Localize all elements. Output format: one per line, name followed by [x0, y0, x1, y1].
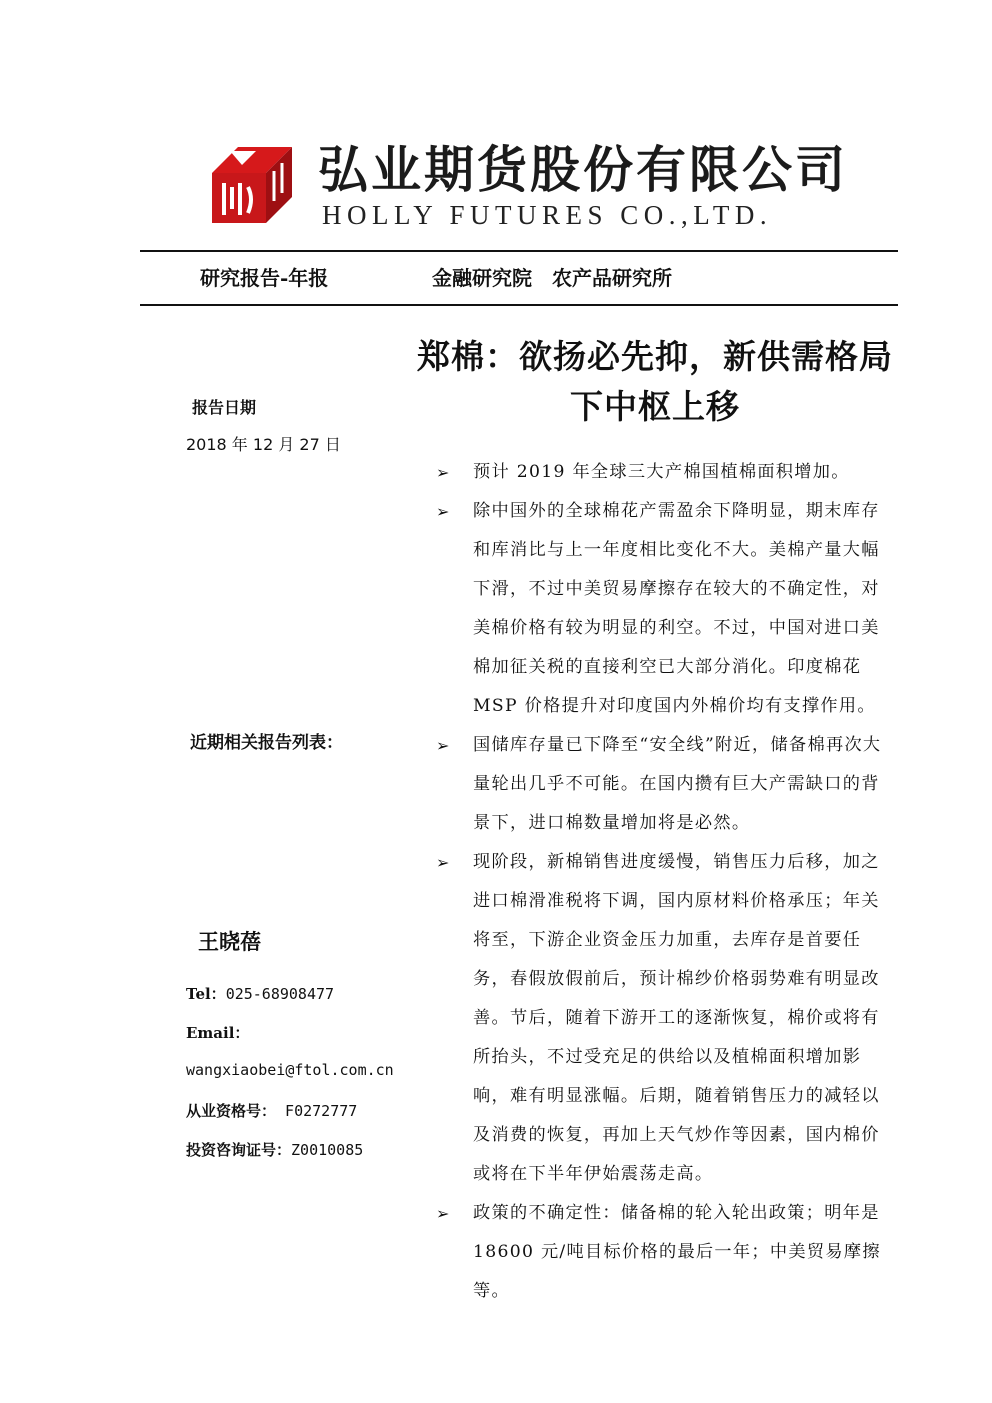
report-type: 研究报告-年报	[200, 266, 329, 290]
list-item	[436, 1194, 898, 1311]
author-license	[186, 1100, 357, 1121]
list-item	[436, 492, 898, 726]
license-value: F0272777	[285, 1102, 358, 1120]
arrow-bullet-icon: ➢	[436, 502, 451, 521]
summary-bullets	[436, 453, 898, 1311]
author-tel	[186, 983, 334, 1004]
header-rule-top	[140, 250, 898, 252]
report-date-value: 2018 年 12 月 27 日	[186, 435, 341, 454]
company-name-en: HOLLY FUTURES CO.,LTD.	[322, 200, 773, 230]
arrow-bullet-icon: ➢	[436, 463, 451, 482]
license-label: 从业资格号：	[186, 1102, 277, 1120]
bullet-text: 除中国外的全球棉花产需盈余下降明显，期末库存和库消比与上一年度相比变化不大。美棉产量大幅下滑，不过中美贸易摩擦存在较大的不确定性，对美棉价格有较为明显的利空。不过，中国对进口美棉加征关税的直接利空已大部分消化。印度棉花 MSP 价格提升对印度国内外棉价均有支撑作用。	[473, 501, 880, 716]
report-title: 郑棉：欲扬必先抑，新供需格局下中枢上移	[417, 337, 893, 426]
bullet-text: 现阶段，新棉销售进度缓慢，销售压力后移，加之进口棉滑准税将下调，国内原材料价格承压；年关将至，下游企业资金压力加重，去库存是首要任务，春假放假前后，预计棉纱价格弱势难有明显改善。节后，随着下游开工的逐渐恢复，棉价或将有所抬头，不过受充足的供给以及植棉面积增加影响，难有明显涨幅。后期，随着销售压力的减轻以及消费的恢复，再加上天气炒作等因素，国内棉价或将在下半年伊始震荡走高。	[473, 852, 880, 1184]
author-email	[186, 1061, 394, 1079]
company-logo-icon	[208, 143, 294, 225]
list-item	[436, 843, 898, 1194]
advisory-value: Z0010085	[291, 1141, 364, 1159]
author-email-label-row	[186, 1022, 249, 1043]
advisory-label: 投资咨询证号：	[186, 1141, 292, 1159]
arrow-bullet-icon: ➢	[436, 853, 451, 872]
bullet-text: 政策的不确定性：储备棉的轮入轮出政策；明年是 18600 元/吨目标价格的最后一年；中美贸易摩擦等。	[473, 1203, 881, 1301]
arrow-bullet-icon: ➢	[436, 736, 451, 755]
author-name: 王晓蓓	[198, 929, 261, 954]
email-value: wangxiaobei@ftol.com.cn	[186, 1061, 394, 1079]
header-rule-bottom	[140, 304, 898, 306]
related-reports-label: 近期相关报告列表：	[190, 733, 343, 753]
email-label: Email：	[186, 1024, 250, 1042]
list-item	[436, 726, 898, 843]
bullet-text: 国储库存量已下降至“安全线”附近，储备棉再次大量轮出几乎不可能。在国内攒有巨大产需缺口的背景下，进口棉数量增加将是必然。	[473, 735, 882, 833]
report-date-label: 报告日期	[192, 398, 257, 417]
list-item	[436, 453, 898, 492]
arrow-bullet-icon: ➢	[436, 1204, 451, 1223]
bullet-text: 预计 2019 年全球三大产棉国植棉面积增加。	[473, 462, 850, 482]
institute-name: 金融研究院 农产品研究所	[432, 266, 672, 290]
company-name-cn: 弘业期货股份有限公司	[318, 140, 848, 199]
author-advisory	[186, 1139, 363, 1160]
tel-label: Tel：	[186, 985, 226, 1003]
tel-value: 025-68908477	[225, 985, 335, 1003]
